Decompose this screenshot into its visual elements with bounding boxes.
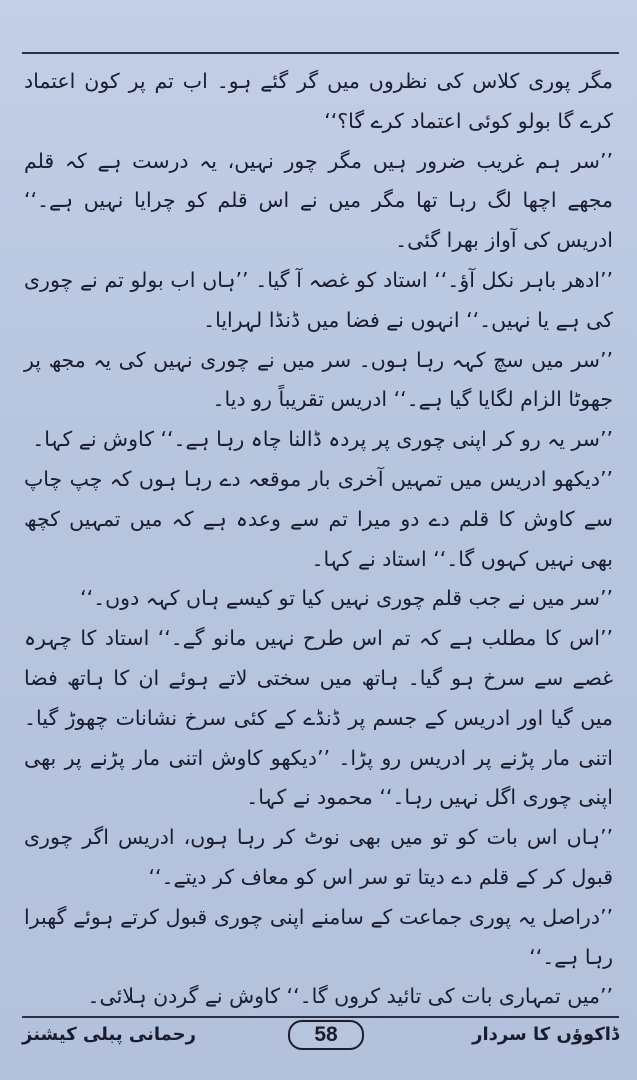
paragraph-5: ’’سر یہ رو کر اپنی چوری پر پردہ ڈالنا چاہ رہا ہے۔‘‘ کاوش نے کہا۔ xyxy=(32,427,613,452)
paragraph-3: ’’ادھر باہر نکل آؤ۔‘‘ استاد کو غصہ آ گیا۔ ’’ہاں اب بولو تم نے چوری کی ہے یا نہیں۔‘‘ انہوں نے فضا میں ڈنڈا لہرایا۔ xyxy=(24,267,613,332)
paragraph-8: ’’اس کا مطلب ہے کہ تم اس طرح نہیں مانو گے۔‘‘ استاد کا چہرہ غصے سے سرخ ہو گیا۔ ہاتھ میں سختی لاتے ہوئے ان کا ہاتھ فضا میں گیا اور ادریس کے جسم پر ڈنڈے کے کئی سرخ نشانات چھوڑ گیا۔ اتنی مار پڑنے پر ادریس رو پڑا۔ ’’دیکھو کاوش اتنی مار پڑنے پر بھی اپنی چوری اگل نہیں رہا۔‘‘ محمود نے کہا۔ xyxy=(24,626,613,810)
paragraph-9: ’’ہاں اس بات کو تو میں بھی نوٹ کر رہا ہوں، ادریس اگر چوری قبول کر کے قلم دے دیتا تو سر اس کو معاف کر دیتے۔‘‘ xyxy=(24,825,613,889)
page-footer xyxy=(22,1020,619,1060)
footer-rule xyxy=(22,1016,619,1018)
page-number: 58 xyxy=(288,1020,364,1050)
book-title: ڈاکوؤں کا سردار xyxy=(472,1024,619,1045)
paragraph-6: ’’دیکھو ادریس میں تمہیں آخری بار موقعہ دے رہا ہوں کہ چپ چاپ سے کاوش کا قلم دے دو میرا تم سے وعدہ ہے کہ میں تمہیں کچھ بھی نہیں کہوں گا۔‘‘ استاد نے کہا۔ xyxy=(24,466,613,571)
publisher-name: رحمانی پبلی کیشنز xyxy=(22,1024,197,1045)
paragraph-1: مگر پوری کلاس کی نظروں میں گر گئے ہو۔ اب تم پر کون اعتماد کرے گا بولو کوئی اعتماد کرے گا؟‘‘ xyxy=(24,69,613,133)
story-text xyxy=(24,62,613,1017)
paragraph-4: ’’سر میں سچ کہہ رہا ہوں۔ سر میں نے چوری نہیں کی یہ مجھ پر جھوٹا الزام لگایا گیا ہے۔‘‘ ادریس تقریباً رو دیا۔ xyxy=(24,347,613,412)
paragraph-2: ’’سر ہم غریب ضرور ہیں مگر چور نہیں، یہ درست ہے کہ قلم مجھے اچھا لگ رہا تھا مگر میں نے اس قلم کو چرایا نہیں ہے۔‘‘ ادریس کی آواز بھرا گئی۔ xyxy=(24,148,613,253)
paragraph-7: ’’سر میں نے جب قلم چوری نہیں کیا تو کیسے ہاں کہہ دوں۔‘‘ xyxy=(80,586,613,611)
header-rule xyxy=(22,52,619,54)
paragraph-11: ’’میں تمہاری بات کی تائید کروں گا۔‘‘ کاوش نے گردن ہلائی۔ xyxy=(87,984,613,1009)
paragraph-10: ’’دراصل یہ پوری جماعت کے سامنے اپنی چوری قبول کرتے ہوئے گھبرا رہا ہے۔‘‘ xyxy=(24,904,613,969)
